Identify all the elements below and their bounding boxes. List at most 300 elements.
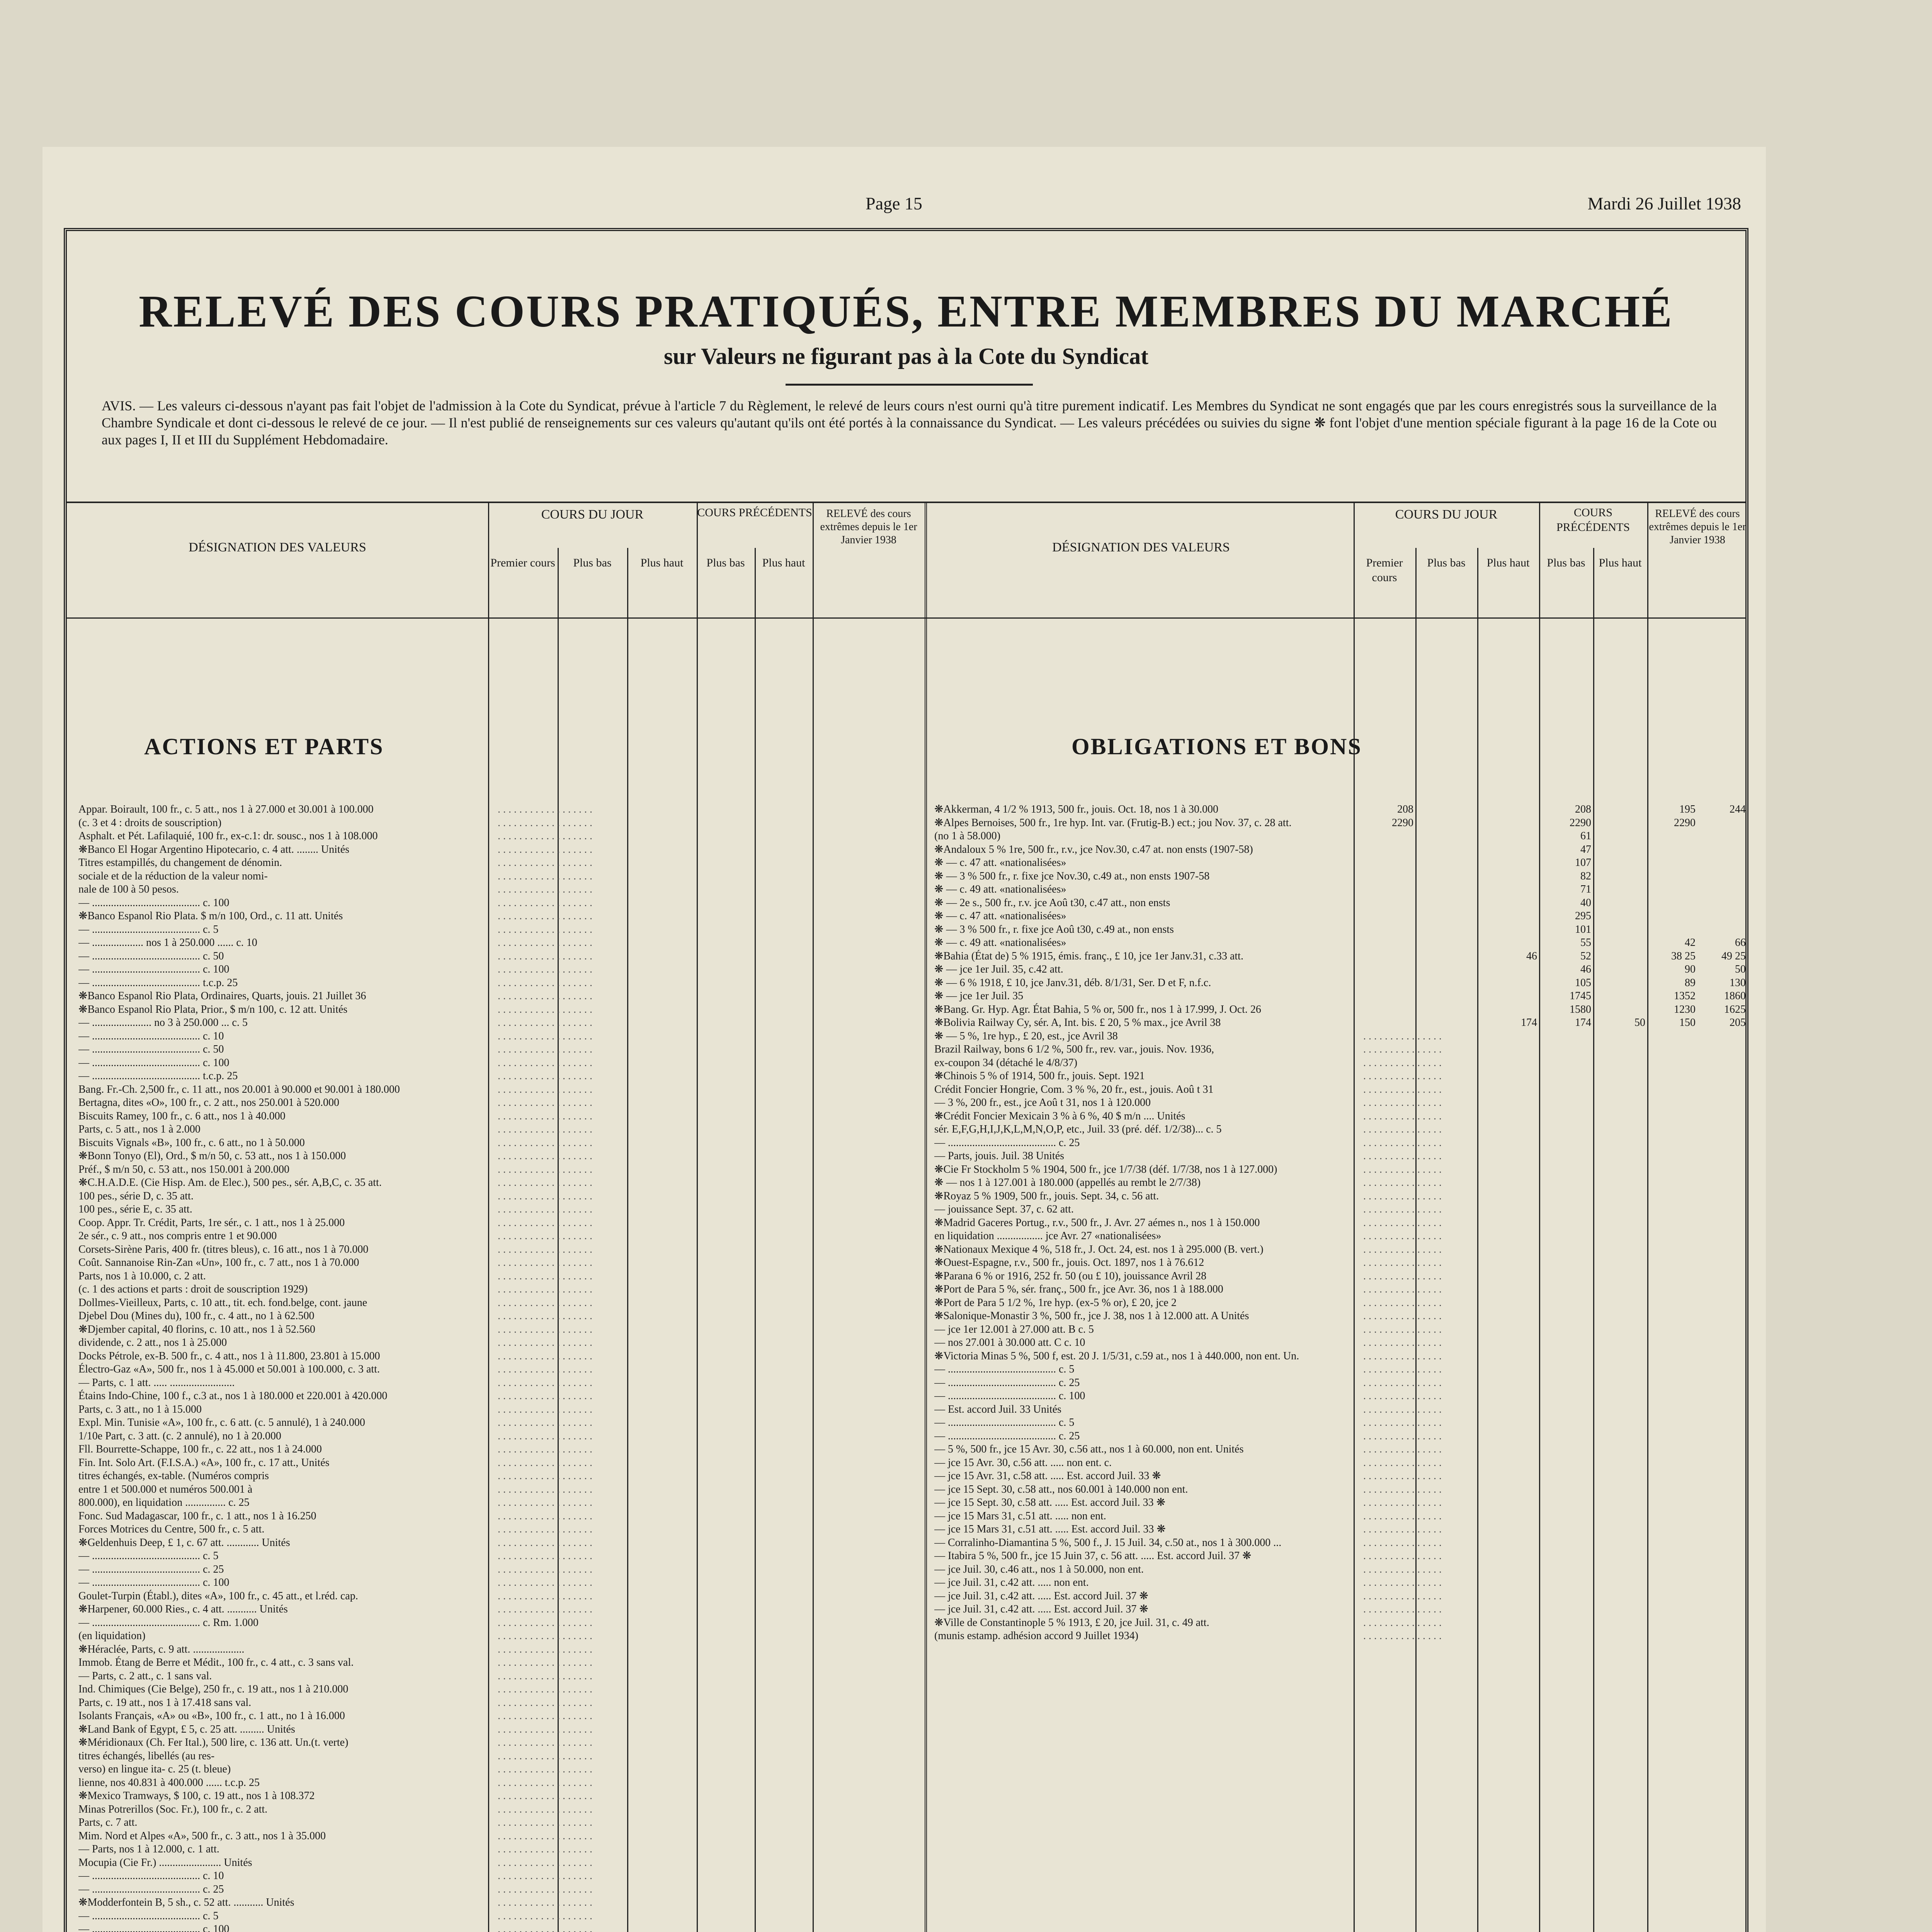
dot-fill: . . . . . . . . . . . . . . . . . . bbox=[498, 1403, 592, 1415]
table-row: — nos 27.001 à 30.000 att. C c. 10 bbox=[934, 1337, 1085, 1349]
dot-fill: . . . . . . . . . . . . . . . . . . bbox=[498, 1816, 592, 1828]
table-top-rule bbox=[67, 502, 1745, 503]
dot-fill: . . . . . . . . . . . . . . . . . . bbox=[498, 1923, 592, 1932]
table-row: — ........................................ c. 5 bbox=[78, 1910, 219, 1922]
dot-fill: . . . . . . . . . . . . . . . . . . bbox=[498, 1017, 592, 1029]
dot-fill: . . . . . . . . . . . . . . . bbox=[1363, 1230, 1442, 1242]
table-row: — ................... nos 1 à 250.000 ...... c. 10 bbox=[78, 937, 257, 949]
dot-fill: . . . . . . . . . . . . . . . . . . bbox=[498, 963, 592, 975]
table-row: Appar. Boirault, 100 fr., c. 5 att., nos 1 à 27.000 et 30.001 à 100.000 bbox=[78, 803, 374, 815]
table-row: 800.000), en liquidation ............... c. 25 bbox=[78, 1497, 250, 1509]
table-row: — ........................................ c. 100 bbox=[78, 963, 230, 975]
dot-fill: . . . . . . . . . . . . . . . bbox=[1363, 1417, 1442, 1429]
table-row: Coop. Appr. Tr. Crédit, Parts, 1re sér., c. 1 att., nos 1 à 25.000 bbox=[78, 1216, 345, 1229]
value-cell: 2290 bbox=[1674, 816, 1696, 829]
dot-fill: . . . . . . . . . . . . . . . . . . bbox=[498, 1910, 592, 1922]
value-cell: 2290 bbox=[1570, 816, 1591, 829]
value-cell: 195 bbox=[1679, 803, 1696, 815]
table-row: ❋Ouest-Espagne, r.v., 500 fr., jouis. Oct. 1897, nos 1 à 76.612 bbox=[934, 1257, 1204, 1269]
dot-fill: . . . . . . . . . . . . . . . . . . bbox=[498, 1790, 592, 1802]
dot-fill: . . . . . . . . . . . . . . . . . . bbox=[498, 1563, 592, 1575]
table-row: 1/10e Part, c. 3 att. (c. 2 annulé), no 1 à 20.000 bbox=[78, 1430, 281, 1442]
left-releve-header: RELEVÉ des cours extrêmes depuis le 1er Janvier 1938 bbox=[820, 508, 917, 546]
col-divider bbox=[1354, 502, 1355, 1932]
table-row: ❋Victoria Minas 5 %, 500 f, est. 20 J. 1/5/31, c.59 at., nos 1 à 440.000, non ent. Un. bbox=[934, 1350, 1299, 1362]
table-row: ❋Méridionaux (Ch. Fer Ital.), 500 lire, c. 136 att. Un.(t. verte) bbox=[78, 1736, 349, 1748]
dot-fill: . . . . . . . . . . . . . . . . . . bbox=[498, 1510, 592, 1522]
value-cell: 1580 bbox=[1570, 1003, 1591, 1015]
table-row: — ........................................ c. 100 bbox=[78, 1056, 230, 1069]
table-row: — jce 15 Sept. 30, c.58 att., nos 60.001 à 140.000 non ent. bbox=[934, 1483, 1188, 1495]
table-row: entre 1 et 500.000 et numéros 500.001 à bbox=[78, 1483, 253, 1495]
dot-fill: . . . . . . . . . . . . . . . . . . bbox=[498, 1323, 592, 1335]
table-row: ❋Geldenhuis Deep, £ 1, c. 67 att. ............ Unités bbox=[78, 1536, 290, 1549]
main-frame bbox=[64, 228, 1748, 1932]
table-row: verso) en lingue ita- c. 25 (t. bleue) bbox=[78, 1763, 231, 1775]
dot-fill: . . . . . . . . . . . . . . . . . . bbox=[498, 1070, 592, 1082]
table-row: ❋Parana 6 % or 1916, 252 fr. 50 (ou £ 10), jouissance Avril 28 bbox=[934, 1270, 1207, 1282]
dot-fill: . . . . . . . . . . . . . . . . . . bbox=[498, 1283, 592, 1295]
dot-fill: . . . . . . . . . . . . . . . . . . bbox=[498, 1270, 592, 1282]
table-row: ❋Port de Para 5 1/2 %, 1re hyp. (ex-5 % or), £ 20, jce 2 bbox=[934, 1296, 1177, 1309]
table-row: Bertagna, dites «O», 100 fr., c. 2 att., nos 250.001 à 520.000 bbox=[78, 1097, 340, 1109]
dot-fill: . . . . . . . . . . . . . . . . . . bbox=[498, 896, 592, 909]
table-row: Fin. Int. Solo Art. (F.I.S.A.) «A», 100 fr., c. 17 att., Unités bbox=[78, 1456, 330, 1469]
table-row: Parts, c. 5 att., nos 1 à 2.000 bbox=[78, 1123, 201, 1135]
dot-fill: . . . . . . . . . . . . . . . . . . bbox=[498, 1843, 592, 1855]
dot-fill: . . . . . . . . . . . . . . . . . . bbox=[498, 1736, 592, 1748]
actions-list bbox=[78, 803, 486, 1932]
left-precedents-header: COURS PRÉCÉDENTS bbox=[697, 506, 812, 519]
table-row: — jce 15 Mars 31, c.51 att. ..... non ent. bbox=[934, 1510, 1106, 1522]
dot-fill: . . . . . . . . . . . . . . . . . . bbox=[498, 1523, 592, 1535]
page-subtitle: sur Valeurs ne figurant pas à la Cote du Syndicat bbox=[663, 344, 1149, 369]
right-cours-jour-header: COURS DU JOUR bbox=[1395, 507, 1498, 522]
table-row: ❋ — c. 47 att. «nationalisées» bbox=[934, 910, 1066, 922]
table-row: sér. E,F,G,H,I,J,K,L,M,N,O,P, etc., Juil. 33 (pré. déf. 1/2/38)... c. 5 bbox=[934, 1123, 1222, 1135]
table-row: ❋Andaloux 5 % 1re, 500 fr., r.v., jce Nov.30, c.47 at. non ensts (1907-58) bbox=[934, 843, 1253, 855]
dot-fill: . . . . . . . . . . . . . . . bbox=[1363, 1150, 1442, 1162]
center-divider bbox=[925, 502, 927, 1932]
dot-fill: . . . . . . . . . . . . . . . bbox=[1363, 1323, 1442, 1335]
value-cell: 174 bbox=[1521, 1017, 1537, 1029]
dot-fill: . . . . . . . . . . . . . . . . . . bbox=[498, 1003, 592, 1015]
right-premier-header: Premier cours bbox=[1366, 556, 1403, 584]
dot-fill: . . . . . . . . . . . . . . . bbox=[1363, 1310, 1442, 1322]
table-row: ex-coupon 34 (détaché le 4/8/37) bbox=[934, 1056, 1078, 1069]
table-row: — Parts, jouis. Juil. 38 Unités bbox=[934, 1150, 1065, 1162]
table-row: ❋Salonique-Monastir 3 %, 500 fr., jce J. 38, nos 1 à 12.000 att. A Unités bbox=[934, 1310, 1249, 1322]
dot-fill: . . . . . . . . . . . . . . . bbox=[1363, 1190, 1442, 1202]
dot-fill: . . . . . . . . . . . . . . . bbox=[1363, 1536, 1442, 1549]
table-row: Djebel Dou (Mines du), 100 fr., c. 4 att., no 1 à 62.500 bbox=[78, 1310, 315, 1322]
value-cell: 55 bbox=[1580, 937, 1591, 949]
table-row: — ........................................ c. 5 bbox=[78, 923, 219, 935]
table-row: — Itabira 5 %, 500 fr., jce 15 Juin 37, c. 56 att. ..... Est. accord Juil. 37 ❋ bbox=[934, 1550, 1252, 1562]
title-rule bbox=[786, 384, 1033, 386]
table-row: ❋ — 5 %, 1re hyp., £ 20, est., jce Avril 38 bbox=[934, 1030, 1118, 1042]
dot-fill: . . . . . . . . . . . . . . . bbox=[1363, 1403, 1442, 1415]
dot-fill: . . . . . . . . . . . . . . . . . . bbox=[498, 1350, 592, 1362]
table-row: ❋ — c. 49 att. «nationalisées» bbox=[934, 937, 1066, 949]
table-row: Étains Indo-Chine, 100 f., c.3 at., nos 1 à 180.000 et 220.001 à 420.000 bbox=[78, 1390, 388, 1402]
table-row: titres échangés, ex-table. (Numéros compris bbox=[78, 1470, 269, 1482]
table-row: — ...................... no 3 à 250.000 ... c. 5 bbox=[78, 1017, 248, 1029]
table-row: 100 pes., série D, c. 35 att. bbox=[78, 1190, 194, 1202]
dot-fill: . . . . . . . . . . . . . . . bbox=[1363, 1577, 1442, 1588]
table-row: — jce 15 Mars 31, c.51 att. ..... Est. accord Juil. 33 ❋ bbox=[934, 1523, 1166, 1535]
dot-fill: . . . . . . . . . . . . . . . bbox=[1363, 1443, 1442, 1455]
table-row: — ........................................ c. 25 bbox=[78, 1883, 224, 1895]
table-row: ❋Nationaux Mexique 4 %, 518 fr., J. Oct. 24, est. nos 1 à 295.000 (B. vert.) bbox=[934, 1243, 1264, 1255]
page-date: Mardi 26 Juillet 1938 bbox=[1587, 194, 1741, 213]
dot-fill: . . . . . . . . . . . . . . . . . . bbox=[498, 1763, 592, 1775]
table-row: — ........................................ c. 5 bbox=[934, 1417, 1075, 1429]
dot-fill: . . . . . . . . . . . . . . . bbox=[1363, 1497, 1442, 1509]
dot-fill: . . . . . . . . . . . . . . . . . . bbox=[498, 1723, 592, 1735]
table-row: Parts, c. 19 att., nos 1 à 17.418 sans val. bbox=[78, 1696, 252, 1709]
dot-fill: . . . . . . . . . . . . . . . . . . bbox=[498, 1896, 592, 1908]
value-cell: 1352 bbox=[1674, 990, 1696, 1002]
table-row: Fll. Bourrette-Schappe, 100 fr., c. 22 att., nos 1 à 24.000 bbox=[78, 1443, 322, 1455]
dot-fill: . . . . . . . . . . . . . . . . . . bbox=[498, 950, 592, 962]
dot-fill: . . . . . . . . . . . . . . . bbox=[1363, 1510, 1442, 1522]
table-row: Immob. Étang de Berre et Médit., 100 fr., c. 4 att., c. 3 sans val. bbox=[78, 1656, 354, 1668]
dot-fill: . . . . . . . . . . . . . . . bbox=[1363, 1030, 1442, 1042]
value-cell: 90 bbox=[1685, 963, 1696, 975]
table-row: — Corralinho-Diamantina 5 %, 500 f., J. 15 Juil. 34, c.50 at., nos 1 à 300.000 ... bbox=[934, 1536, 1282, 1549]
dot-fill: . . . . . . . . . . . . . . . bbox=[1363, 1056, 1442, 1069]
left-premier-header: Premier cours bbox=[490, 556, 555, 569]
table-row: ❋ — jce 1er Juil. 35 bbox=[934, 990, 1024, 1002]
actions-section-title: ACTIONS ET PARTS bbox=[144, 734, 384, 759]
dot-fill: . . . . . . . . . . . . . . . bbox=[1363, 1257, 1442, 1269]
table-row: Parts, c. 3 att., no 1 à 15.000 bbox=[78, 1403, 202, 1415]
dot-fill: . . . . . . . . . . . . . . . bbox=[1363, 1203, 1442, 1215]
dot-fill: . . . . . . . . . . . . . . . . . . bbox=[498, 1550, 592, 1562]
table-row: — ........................................ c. Rm. 1.000 bbox=[78, 1616, 259, 1629]
value-cell: 208 bbox=[1575, 803, 1591, 815]
table-row: ❋Modderfontein B, 5 sh., c. 52 att. ........... Unités bbox=[78, 1896, 294, 1908]
table-row: ❋Bahia (État de) 5 % 1915, émis. franç., £ 10, jce 1er Janv.31, c.33 att. bbox=[934, 950, 1243, 962]
dot-fill: . . . . . . . . . . . . . . . . . . bbox=[498, 1123, 592, 1135]
dot-fill: . . . . . . . . . . . . . . . . . . bbox=[498, 990, 592, 1002]
table-row: ❋Banco Espanol Rio Plata, Ordinaires, Quarts, jouis. 21 Juillet 36 bbox=[78, 990, 366, 1002]
dot-fill: . . . . . . . . . . . . . . . . . . bbox=[498, 1097, 592, 1109]
dot-fill: . . . . . . . . . . . . . . . . . . bbox=[498, 1656, 592, 1668]
value-cell: 52 bbox=[1580, 950, 1591, 962]
dot-fill: . . . . . . . . . . . . . . . . . . bbox=[498, 803, 592, 815]
dot-fill: . . . . . . . . . . . . . . . . . . bbox=[498, 1630, 592, 1642]
dot-fill: . . . . . . . . . . . . . . . bbox=[1363, 1470, 1442, 1482]
dot-fill: . . . . . . . . . . . . . . . . . . bbox=[498, 1603, 592, 1615]
value-cell: 101 bbox=[1575, 923, 1591, 935]
dot-fill: . . . . . . . . . . . . . . . bbox=[1363, 1616, 1442, 1629]
table-row: — jce 1er 12.001 à 27.000 att. B c. 5 bbox=[934, 1323, 1094, 1335]
dot-fill: . . . . . . . . . . . . . . . . . . bbox=[498, 1030, 592, 1042]
table-row: (c. 1 des actions et parts : droit de souscription 1929) bbox=[78, 1283, 308, 1295]
dot-fill: . . . . . . . . . . . . . . . bbox=[1363, 1083, 1442, 1095]
dot-fill: . . . . . . . . . . . . . . . bbox=[1363, 1523, 1442, 1535]
dot-fill: . . . . . . . . . . . . . . . . . . bbox=[498, 1163, 592, 1175]
dot-fill: . . . . . . . . . . . . . . . bbox=[1363, 1296, 1442, 1309]
dot-fill: . . . . . . . . . . . . . . . bbox=[1363, 1630, 1442, 1642]
right-precedents-header: COURS PRÉCÉDENTS bbox=[1556, 506, 1630, 534]
table-row: Forces Motrices du Centre, 500 fr., c. 5 att. bbox=[78, 1523, 265, 1535]
table-row: ❋Alpes Bernoises, 500 fr., 1re hyp. Int. var. (Frutig-B.) ect.; jou Nov. 37, c. 28 att. bbox=[934, 816, 1292, 829]
value-cell: 2290 bbox=[1392, 816, 1413, 829]
table-row: ❋Bonn Tonyo (El), Ord., $ m/n 50, c. 53 att., nos 1 à 150.000 bbox=[78, 1150, 346, 1162]
left-plus-haut-header: Plus haut bbox=[640, 556, 684, 569]
table-row: — ........................................ c. 5 bbox=[934, 1363, 1075, 1375]
table-row: Fonc. Sud Madagascar, 100 fr., c. 1 att., nos 1 à 16.250 bbox=[78, 1510, 316, 1522]
value-cell: 295 bbox=[1575, 910, 1591, 922]
dot-fill: . . . . . . . . . . . . . . . . . . bbox=[498, 1883, 592, 1895]
table-row: — jce Juil. 31, c.42 att. ..... Est. accord Juil. 37 ❋ bbox=[934, 1590, 1148, 1602]
table-row: ❋ — c. 49 att. «nationalisées» bbox=[934, 883, 1066, 895]
table-row: — jce 15 Avr. 30, c.56 att. ..... non ent. c. bbox=[934, 1456, 1112, 1469]
dot-fill: . . . . . . . . . . . . . . . . . . bbox=[498, 937, 592, 949]
dot-fill: . . . . . . . . . . . . . . . . . . bbox=[498, 870, 592, 882]
dot-fill: . . . . . . . . . . . . . . . . . . bbox=[498, 1750, 592, 1762]
dot-fill: . . . . . . . . . . . . . . . . . . bbox=[498, 1683, 592, 1695]
dot-fill: . . . . . . . . . . . . . . . . . . bbox=[498, 1390, 592, 1402]
table-row: — ........................................ c. 10 bbox=[78, 1030, 224, 1042]
table-row: Biscuits Ramey, 100 fr., c. 6 att., nos 1 à 40.000 bbox=[78, 1110, 286, 1122]
dot-fill: . . . . . . . . . . . . . . . . . . bbox=[498, 1083, 592, 1095]
table-row: ❋Banco El Hogar Argentino Hipotecario, c. 4 att. ........ Unités bbox=[78, 843, 350, 855]
table-row: ❋ — 2e s., 500 fr., r.v. jce Aoû t30, c.47 att., non ensts bbox=[934, 896, 1170, 909]
dot-fill: . . . . . . . . . . . . . . . bbox=[1363, 1456, 1442, 1469]
table-row: Mocupia (Cie Fr.) ....................... Unités bbox=[78, 1856, 252, 1869]
dot-fill: . . . . . . . . . . . . . . . . . . bbox=[498, 1670, 592, 1682]
dot-fill: . . . . . . . . . . . . . . . . . . bbox=[498, 1257, 592, 1269]
table-row: 2e sér., c. 9 att., nos compris entre 1 et 90.000 bbox=[78, 1230, 277, 1242]
table-row: ❋Chinois 5 % of 1914, 500 fr., jouis. Sept. 1921 bbox=[934, 1070, 1145, 1082]
dot-fill: . . . . . . . . . . . . . . . . . . bbox=[498, 910, 592, 922]
value-cell: 208 bbox=[1397, 803, 1413, 815]
table-row: ❋ — 3 % 500 fr., r. fixe jce Aoû t30, c.49 at., non ensts bbox=[934, 923, 1174, 935]
table-row: — Parts, c. 1 att. ..... ........................ bbox=[78, 1376, 235, 1389]
dot-fill: . . . . . . . . . . . . . . . . . . bbox=[498, 1177, 592, 1189]
dot-fill: . . . . . . . . . . . . . . . . . . bbox=[498, 1150, 592, 1162]
table-row: ❋Crédit Foncier Mexicain 3 % à 6 %, 40 $ m/n .... Unités bbox=[934, 1110, 1185, 1122]
dot-fill: . . . . . . . . . . . . . . . . . . bbox=[498, 1830, 592, 1842]
dot-fill: . . . . . . . . . . . . . . . . . . bbox=[498, 1616, 592, 1629]
value-cell: 40 bbox=[1580, 896, 1591, 909]
dot-fill: . . . . . . . . . . . . . . . . . . bbox=[498, 1310, 592, 1322]
table-row: ❋Banco Espanol Rio Plata. $ m/n 100, Ord., c. 11 att. Unités bbox=[78, 910, 343, 922]
table-row: — ........................................ c. 25 bbox=[934, 1430, 1080, 1442]
table-row: ❋Port de Para 5 %, sér. franç., 500 fr., jce Avr. 36, nos 1 à 188.000 bbox=[934, 1283, 1223, 1295]
table-row: — jce 15 Sept. 30, c.58 att. ..... Est. accord Juil. 33 ❋ bbox=[934, 1497, 1166, 1509]
table-row: — ........................................ c. 5 bbox=[78, 1550, 219, 1562]
value-cell: 61 bbox=[1580, 830, 1591, 842]
dot-fill: . . . . . . . . . . . . . . . . . . bbox=[498, 1216, 592, 1229]
value-cell: 50 bbox=[1735, 963, 1746, 975]
dot-fill: . . . . . . . . . . . . . . . . . . bbox=[498, 1337, 592, 1349]
table-row: — ........................................ c. 50 bbox=[78, 1043, 224, 1055]
obligations-list bbox=[934, 803, 1352, 1931]
dot-fill: . . . . . . . . . . . . . . . . . . bbox=[498, 1856, 592, 1869]
table-row: — ........................................ c. 100 bbox=[78, 896, 230, 909]
table-row: Docks Pétrole, ex-B. 500 fr., c. 4 att., nos 1 à 11.800, 23.801 à 15.000 bbox=[78, 1350, 380, 1362]
value-cell: 50 bbox=[1634, 1017, 1645, 1029]
dot-fill: . . . . . . . . . . . . . . . . . . bbox=[498, 1803, 592, 1815]
table-row: — ........................................ t.c.p. 25 bbox=[78, 1070, 238, 1082]
dot-fill: . . . . . . . . . . . . . . . . . . bbox=[498, 1110, 592, 1122]
value-cell: 89 bbox=[1685, 976, 1696, 989]
dot-fill: . . . . . . . . . . . . . . . bbox=[1363, 1550, 1442, 1562]
dot-fill: . . . . . . . . . . . . . . . . . . bbox=[498, 1043, 592, 1055]
table-row: Parts, c. 7 att. bbox=[78, 1816, 138, 1828]
table-row: ❋Bolivia Railway Cy, sér. A, Int. bis. £ 20, 5 % max., jce Avril 38 bbox=[934, 1017, 1221, 1029]
dot-fill: . . . . . . . . . . . . . . . . . . bbox=[498, 1376, 592, 1389]
dot-fill: . . . . . . . . . . . . . . . . . . bbox=[498, 1710, 592, 1722]
dot-fill: . . . . . . . . . . . . . . . . . . bbox=[498, 1230, 592, 1242]
table-row: lienne, nos 40.831 à 400.000 ...... t.c.p. 25 bbox=[78, 1776, 260, 1789]
table-row: Expl. Min. Tunisie «A», 100 fr., c. 6 att. (c. 5 annulé), 1 à 240.000 bbox=[78, 1417, 365, 1429]
table-row: ❋Héraclée, Parts, c. 9 att. ................... bbox=[78, 1643, 245, 1655]
table-row: — jce 15 Avr. 31, c.58 att. ..... Est. accord Juil. 33 ❋ bbox=[934, 1470, 1161, 1482]
table-row: Biscuits Vignals «B», 100 fr., c. 6 att., no 1 à 50.000 bbox=[78, 1136, 305, 1149]
dot-fill: . . . . . . . . . . . . . . . bbox=[1363, 1163, 1442, 1175]
dot-fill: . . . . . . . . . . . . . . . . . . bbox=[498, 1497, 592, 1509]
table-row: (c. 3 et 4 : droits de souscription) bbox=[78, 816, 222, 829]
table-row: — jouissance Sept. 37, c. 62 att. bbox=[934, 1203, 1074, 1215]
table-row: Brazil Railway, bons 6 1/2 %, 500 fr., rev. var., jouis. Nov. 1936, bbox=[934, 1043, 1214, 1055]
dot-fill: . . . . . . . . . . . . . . . . . . bbox=[498, 830, 592, 842]
dot-fill: . . . . . . . . . . . . . . . . . . bbox=[498, 1417, 592, 1429]
table-row: ❋Banco Espanol Rio Plata, Prior., $ m/n 100, c. 12 att. Unités bbox=[78, 1003, 348, 1015]
dot-fill: . . . . . . . . . . . . . . . bbox=[1363, 1043, 1442, 1055]
value-cell: 107 bbox=[1575, 857, 1591, 869]
actions-values bbox=[490, 803, 923, 1932]
table-row: Corsets-Sirène Paris, 400 fr. (titres bleus), c. 16 att., nos 1 à 70.000 bbox=[78, 1243, 369, 1255]
table-row: ❋Djember capital, 40 florins, c. 10 att., nos 1 à 52.560 bbox=[78, 1323, 315, 1335]
left-plus-bas-header: Plus bas bbox=[573, 556, 612, 569]
table-row: Mim. Nord et Alpes «A», 500 fr., c. 3 att., nos 1 à 35.000 bbox=[78, 1830, 326, 1842]
dot-fill: . . . . . . . . . . . . . . . . . . bbox=[498, 1776, 592, 1789]
dot-fill: . . . . . . . . . . . . . . . . . . bbox=[498, 1470, 592, 1482]
table-row: — ........................................ c. 100 bbox=[78, 1577, 230, 1588]
table-row: — ........................................ c. 25 bbox=[934, 1136, 1080, 1149]
value-cell: 150 bbox=[1679, 1017, 1696, 1029]
value-cell: 82 bbox=[1580, 870, 1591, 882]
value-cell: 1230 bbox=[1674, 1003, 1696, 1015]
table-row: Parts, nos 1 à 10.000, c. 2 att. bbox=[78, 1270, 206, 1282]
col-divider bbox=[488, 502, 489, 1932]
table-row: Bang. Fr.-Ch. 2,500 fr., c. 11 att., nos 20.001 à 90.000 et 90.001 à 180.000 bbox=[78, 1083, 400, 1095]
table-row: Asphalt. et Pét. Lafilaquié, 100 fr., ex-c.1: dr. sousc., nos 1 à 108.000 bbox=[78, 830, 378, 842]
dot-fill: . . . . . . . . . . . . . . . bbox=[1363, 1350, 1442, 1362]
table-row: — jce Juil. 30, c.46 att., nos 1 à 50.000, non ent. bbox=[934, 1563, 1144, 1575]
dot-fill: . . . . . . . . . . . . . . . . . . bbox=[498, 1643, 592, 1655]
left-cours-jour-header: COURS DU JOUR bbox=[541, 507, 644, 522]
table-row: Ind. Chimiques (Cie Belge), 250 fr., c. 19 att., nos 1 à 210.000 bbox=[78, 1683, 349, 1695]
dot-fill: . . . . . . . . . . . . . . . . . . bbox=[498, 1430, 592, 1442]
dot-fill: . . . . . . . . . . . . . . . . . . bbox=[498, 1577, 592, 1588]
table-row: sociale et de la réduction de la valeur nomi- bbox=[78, 870, 268, 882]
value-cell: 130 bbox=[1730, 976, 1746, 989]
dot-fill: . . . . . . . . . . . . . . . . . . bbox=[498, 1190, 592, 1202]
table-row: — jce Juil. 31, c.42 att. ..... non ent. bbox=[934, 1577, 1089, 1588]
value-cell: 1625 bbox=[1724, 1003, 1746, 1015]
page-title: RELEVÉ DES COURS PRATIQUÉS, ENTRE MEMBRES DU MARCHÉ bbox=[139, 286, 1673, 337]
right-plus-haut-header: Plus haut bbox=[1486, 556, 1530, 569]
table-row: Coût. Sannanoise Rin-Zan «Un», 100 fr., c. 7 att., nos 1 à 70.000 bbox=[78, 1257, 359, 1269]
dot-fill: . . . . . . . . . . . . . . . . . . bbox=[498, 1056, 592, 1069]
dot-fill: . . . . . . . . . . . . . . . . . . bbox=[498, 816, 592, 829]
dot-fill: . . . . . . . . . . . . . . . . . . bbox=[498, 1363, 592, 1375]
right-plus-bas-header: Plus bas bbox=[1427, 556, 1466, 569]
table-row: ❋Harpener, 60.000 Ries., c. 4 att. ........... Unités bbox=[78, 1603, 288, 1615]
table-row: ❋Ville de Constantinople 5 % 1913, £ 20, jce Juil. 31, c. 49 att. bbox=[934, 1616, 1209, 1629]
table-row: ❋Mexico Tramways, $ 100, c. 19 att., nos 1 à 108.372 bbox=[78, 1790, 315, 1802]
dot-fill: . . . . . . . . . . . . . . . bbox=[1363, 1110, 1442, 1122]
table-row: ❋ — c. 47 att. «nationalisées» bbox=[934, 857, 1066, 869]
dot-fill: . . . . . . . . . . . . . . . bbox=[1363, 1270, 1442, 1282]
table-row: — 5 %, 500 fr., jce 15 Avr. 30, c.56 att., nos 1 à 60.000, non ent. Unités bbox=[934, 1443, 1244, 1455]
dot-fill: . . . . . . . . . . . . . . . . . . bbox=[498, 1296, 592, 1309]
dot-fill: . . . . . . . . . . . . . . . bbox=[1363, 1590, 1442, 1602]
dot-fill: . . . . . . . . . . . . . . . . . . bbox=[498, 1483, 592, 1495]
dot-fill: . . . . . . . . . . . . . . . bbox=[1363, 1070, 1442, 1082]
table-row: (no 1 à 58.000) bbox=[934, 830, 1001, 842]
value-cell: 71 bbox=[1580, 883, 1591, 895]
value-cell: 42 bbox=[1685, 937, 1696, 949]
table-row: 100 pes., série E, c. 35 att. bbox=[78, 1203, 192, 1215]
table-row: (munis estamp. adhésion accord 9 Juillet 1934) bbox=[934, 1630, 1138, 1642]
table-row: ❋Bang. Gr. Hyp. Agr. État Bahia, 5 % or, 500 fr., nos 1 à 17.999, J. Oct. 26 bbox=[934, 1003, 1261, 1015]
table-row: — jce Juil. 31, c.42 att. ..... Est. accord Juil. 37 ❋ bbox=[934, 1603, 1148, 1615]
obligations-values bbox=[1355, 803, 1746, 1931]
table-row: dividende, c. 2 att., nos 1 à 25.000 bbox=[78, 1337, 227, 1349]
dot-fill: . . . . . . . . . . . . . . . . . . bbox=[498, 976, 592, 989]
dot-fill: . . . . . . . . . . . . . . . bbox=[1363, 1430, 1442, 1442]
dot-fill: . . . . . . . . . . . . . . . . . . bbox=[498, 857, 592, 869]
value-cell: 105 bbox=[1575, 976, 1591, 989]
table-row: Titres estampillés, du changement de dénomin. bbox=[78, 857, 282, 869]
right-prec-bas-header: Plus bas bbox=[1547, 556, 1585, 569]
dot-fill: . . . . . . . . . . . . . . . bbox=[1363, 1363, 1442, 1375]
table-row: nale de 100 à 50 pesos. bbox=[78, 883, 179, 895]
avis-text: AVIS. — Les valeurs ci-dessous n'ayant pas fait l'objet de l'admission à la Cote du Syndicat, prévue à l'article 7 du Règlement, le relevé de leurs cours n'est ourni qu'à titre purement indicatif. Les Membres du Syndicat ne sont engagés que par les cours enregistrés sous la surveillance de la Chambre Syndicale et dont ci-dessous le relevé de ce jour. — Il n'est publié de renseignements sur ces valeurs qu'autant qu'ils ont été portés à la connaissance du Syndicat. — Les valeurs précédées ou suivies du signe ❋ font l'objet d'une mention spéciale figurant à la page 16 de la Cote ou aux pages I, II et III du Supplément Hebdomadaire. bbox=[102, 398, 1717, 447]
dot-fill: . . . . . . . . . . . . . . . bbox=[1363, 1603, 1442, 1615]
dot-fill: . . . . . . . . . . . . . . . bbox=[1363, 1177, 1442, 1189]
dot-fill: . . . . . . . . . . . . . . . bbox=[1363, 1563, 1442, 1575]
table-row: (en liquidation) bbox=[78, 1630, 146, 1642]
dot-fill: . . . . . . . . . . . . . . . bbox=[1363, 1216, 1442, 1229]
table-row: Minas Potrerillos (Soc. Fr.), 100 fr., c. 2 att. bbox=[78, 1803, 268, 1815]
table-row: Crédit Foncier Hongrie, Com. 3 % %, 20 fr., est., jouis. Aoû t 31 bbox=[934, 1083, 1214, 1095]
table-row: Préf., $ m/n 50, c. 53 att., nos 150.001 à 200.000 bbox=[78, 1163, 289, 1175]
value-cell: 66 bbox=[1735, 937, 1746, 949]
table-row: ❋Akkerman, 4 1/2 % 1913, 500 fr., jouis. Oct. 18, nos 1 à 30.000 bbox=[934, 803, 1219, 815]
value-cell: 1745 bbox=[1570, 990, 1591, 1002]
table-row: — ........................................ t.c.p. 25 bbox=[78, 976, 238, 989]
table-row: ❋Land Bank of Egypt, £ 5, c. 25 att. ......... Unités bbox=[78, 1723, 295, 1735]
table-row: — ........................................ c. 25 bbox=[78, 1563, 224, 1575]
obligations-section-title: OBLIGATIONS ET BONS bbox=[1071, 734, 1362, 759]
table-row: — Parts, c. 2 att., c. 1 sans val. bbox=[78, 1670, 212, 1682]
dot-fill: . . . . . . . . . . . . . . . . . . bbox=[498, 923, 592, 935]
value-cell: 205 bbox=[1730, 1017, 1746, 1029]
dot-fill: . . . . . . . . . . . . . . . . . . bbox=[498, 1443, 592, 1455]
table-row: ❋ — 3 % 500 fr., r. fixe jce Nov.30, c.49 at., non ensts 1907-58 bbox=[934, 870, 1210, 882]
right-prec-haut-header: Plus haut bbox=[1599, 556, 1642, 569]
table-row: ❋Madrid Gaceres Portug., r.v., 500 fr., J. Avr. 27 aémes n., nos 1 à 150.000 bbox=[934, 1216, 1260, 1229]
